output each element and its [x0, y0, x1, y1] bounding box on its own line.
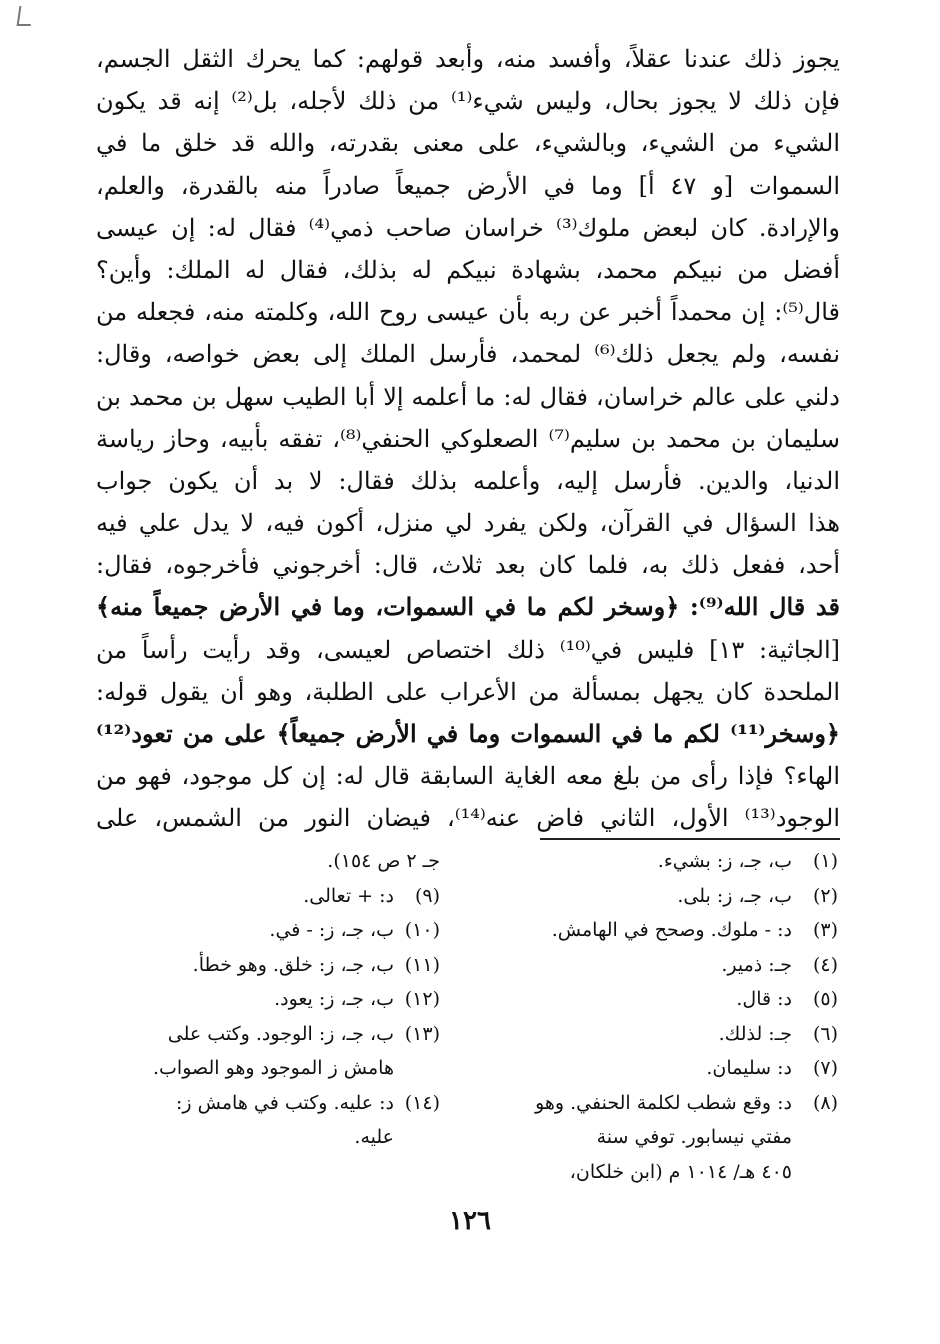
footnote-7: (٧)د: سليمان.: [706, 1057, 838, 1079]
text-line-5: والإرادة. كان لبعض ملوك⁽³⁾ خراسان صاحب ذمي⁽⁴⁾ فقال له: إن عيسى: [96, 213, 840, 242]
footnote-5: (٥)د: قال.: [736, 988, 838, 1010]
footnote-14: (١٤)د: عليه. وكتب في هامش ز:: [176, 1091, 440, 1114]
text-line-19: الوجود⁽¹³⁾ الأول، الثاني فاض عنه⁽¹⁴⁾، فيضان النور من الشمس، على: [96, 804, 840, 833]
text-line-6: أفضل من نبيكم محمد، بشهادة نبيكم له بذلك، فقال له الملك: وأين؟: [96, 255, 840, 284]
text-line-13: أحد، ففعل ذلك به، فلما كان بعد ثلاث، قال: أخرجوني فأخرجوه، فقال:: [96, 551, 840, 580]
footnote-2: (٢)ب، جـ، ز: بلى.: [677, 884, 838, 907]
text-line-3: الشيء من الشيء، وبالشيء، على معنى بقدرته، والله قد خلق ما في: [96, 129, 840, 158]
footnote-4: (٤)جـ: ذمير.: [721, 953, 838, 976]
text-line-1: يجوز ذلك عندنا عقلاً، وأفسد منه، وأبعد قولهم: كما يحرك الثقل الجسم،: [96, 45, 840, 73]
page-number: ١٢٦: [449, 1206, 491, 1236]
footnote-13-continuation: هامش ز الموجود وهو الصواب.: [152, 1057, 394, 1079]
text-line-11: الدنيا، والدين. فأرسل إليه، وأعلمه بذلك فقال: لا بد أن يكون جواب: [96, 466, 840, 495]
footnote-14-continuation: عليه.: [354, 1126, 394, 1148]
footnote-continued-from-previous: جـ ٢ ص ١٥٤).: [327, 850, 440, 872]
text-line-12: هذا السؤال في القرآن، ولكن يفرد لي منزل، أكون فيه، لا يدل علي فيه: [96, 509, 840, 538]
footnote-3: (٣)د: - ملوك. وصحح في الهامش.: [551, 919, 838, 941]
footnote-13: (١٣)ب، جـ، ز: الوجود. وكتب على: [167, 1022, 440, 1045]
footnotes-right-column: [460, 844, 838, 1189]
footnote-10: (١٠)ب، جـ، ز: - في.: [269, 919, 440, 941]
footnote-1: (١)ب، جـ، ز: بشيء.: [657, 850, 838, 872]
footnote-12: (١٢)ب، جـ، ز: يعود.: [274, 988, 440, 1010]
main-text-body: [96, 38, 840, 840]
text-line-15: [الجاثية: ١٣] فليس في⁽¹⁰⁾ ذلك اختصاص لعيسى، وقد رأيت رأساً من: [96, 635, 840, 664]
text-line-16: الملحدة كان يجهل بمسألة من الأعراب على الطلبة، وهو أن يقول قوله:: [96, 677, 840, 706]
text-line-10: سليمان بن محمد بن سليم⁽⁷⁾ الصعلوكي الحنفي⁽⁸⁾، تفقه بأبيه، وحاز رياسة: [96, 424, 840, 453]
quran-quote-line: قد قال الله⁽⁹⁾: ﴿وسخر لكم ما في السموات، وما في الأرض جميعاً منه﴾: [96, 592, 840, 622]
footnote-8-continuation-2: ٤٠٥ هـ/ ١٠١٤ م (ابن خلكان،: [569, 1160, 792, 1183]
footnote-separator: [540, 838, 840, 840]
footnote-11: (١١)ب، جـ، ز: خلق. وهو خطأ.: [192, 953, 440, 976]
text-line-4: السموات [و ٤٧ أ] وما في الأرض جميعاً صادراً منه بالقدرة، والعلم،: [96, 171, 840, 200]
scan-corner-mark: [17, 6, 34, 26]
footnote-6: (٦)جـ: لذلك.: [718, 1022, 838, 1045]
footnotes-left-column: [110, 844, 440, 1155]
quran-quote-line-2: ﴿وسخر⁽¹¹⁾ لكم ما في السموات وما في الأرض جميعاً﴾ على من تعود⁽¹²⁾: [96, 719, 840, 748]
text-line-18: الهاء؟ فإذا رأى من بلغ معه الغاية السابقة قال له: إن كل موجود، فهو من: [96, 762, 840, 791]
text-line-2: فإن ذلك لا يجوز بحال، وليس شيء⁽¹⁾ من ذلك لأجله، بل⁽²⁾ إنه قد يكون: [96, 87, 840, 116]
text-line-9: دلني على عالم خراسان، فقال له: ما أعلمه إلا أبا الطيب سهل بن محمد بن: [96, 382, 840, 411]
text-line-7: قال⁽⁵⁾: إن محمداً أخبر عن ربه بأن عيسى روح الله، وكلمته منه، فجعله من: [96, 298, 840, 327]
footnote-8: (٨)د: وقع شطب لكلمة الحنفي. وهو: [535, 1091, 838, 1114]
text-line-8: نفسه، ولم يجعل ذلك⁽⁶⁾ لمحمد، فأرسل الملك إلى بعض خواصه، وقال:: [96, 340, 840, 369]
footnote-9: (٩)د: + تعالى.: [303, 884, 440, 907]
footnote-8-continuation-1: مفتي نيسابور. توفي سنة: [596, 1126, 792, 1148]
